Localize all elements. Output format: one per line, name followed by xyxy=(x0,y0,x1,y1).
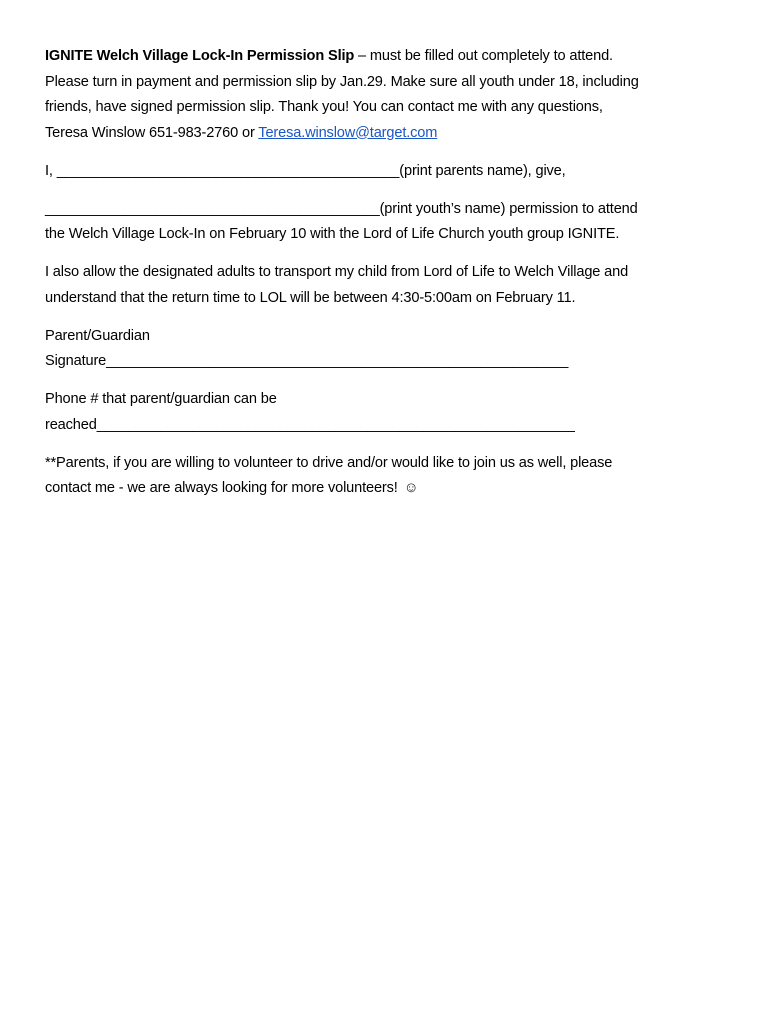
form-title: IGNITE Welch Village Lock-In Permission Slip xyxy=(45,48,355,64)
intro-line-3: friends, have signed permission slip. Thank you! You can contact me with any questions, xyxy=(45,99,603,115)
volunteer-paragraph xyxy=(45,451,730,502)
smiley-icon: ☺ xyxy=(403,480,419,496)
phone-label: Phone # that parent/guardian can be xyxy=(45,391,277,407)
signature-label: Parent/Guardian xyxy=(45,327,150,344)
signature-line: Signature__________________________________________________________ xyxy=(45,353,569,369)
transport-paragraph xyxy=(45,260,730,311)
volunteer-line-2: contact me - we are always looking for more volunteers! xyxy=(45,480,398,496)
volunteer-line-1: **Parents, if you are willing to volunteer to drive and/or would like to join us as well, please xyxy=(45,454,613,471)
parent-name-text: I, ___________________________________________(print parents name), give, xyxy=(45,162,566,179)
youth-name-line: __________________________________________(print youth’s name) permission to attend xyxy=(45,200,638,217)
email-link[interactable]: Teresa.winslow@target.com xyxy=(258,124,438,141)
parent-name-line xyxy=(45,159,730,185)
youth-permission-paragraph xyxy=(45,197,730,248)
event-line: the Welch Village Lock-In on February 10 with the Lord of Life Church youth group IGNITE. xyxy=(45,226,620,242)
transport-line-1: I also allow the designated adults to transport my child from Lord of Life to Welch Village and xyxy=(45,264,629,280)
signature-paragraph xyxy=(45,324,730,375)
title-suffix: – must be filled out completely to attend. xyxy=(354,48,613,64)
intro-paragraph xyxy=(45,44,730,146)
phone-paragraph xyxy=(45,387,730,438)
transport-line-2: understand that the return time to LOL will be between 4:30-5:00am on February 11. xyxy=(45,289,576,306)
intro-line-2: Please turn in payment and permission slip by Jan.29. Make sure all youth under 18, including xyxy=(45,73,639,90)
contact-prefix: Teresa Winslow 651-983-2760 or xyxy=(45,124,259,141)
phone-line: reached____________________________________________________________ xyxy=(45,416,575,433)
